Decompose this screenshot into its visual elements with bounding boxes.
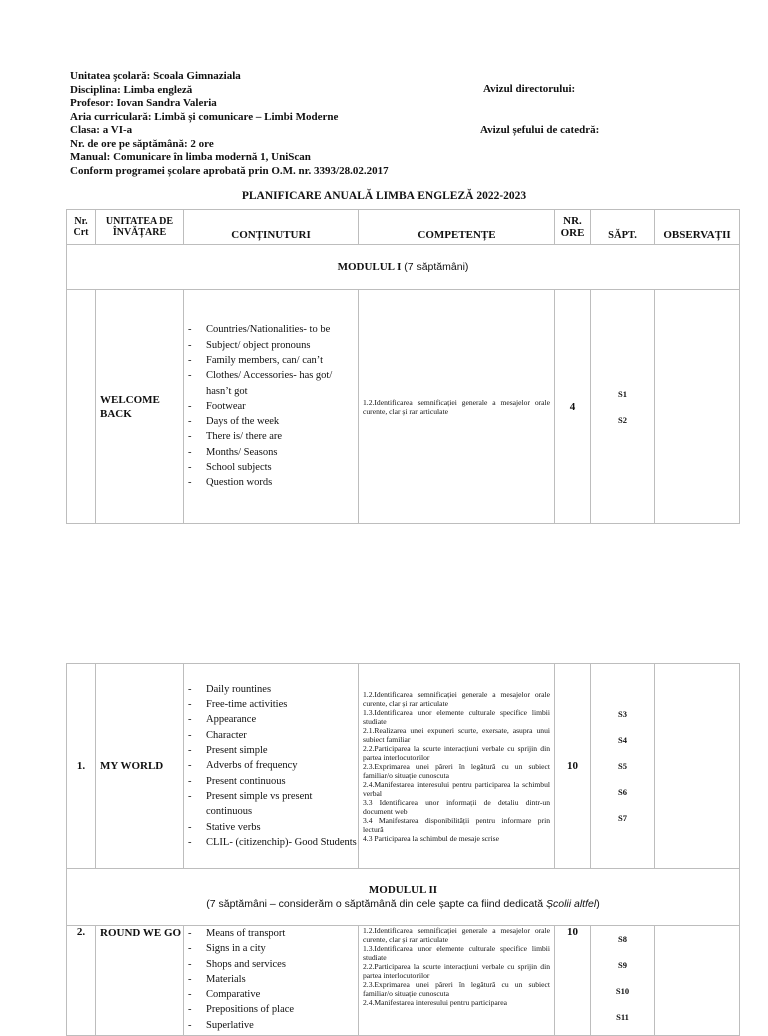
competence-item: 2.1.Realizarea unei expuneri scurte, exersate, asupra unui subiect familiar <box>363 725 550 744</box>
content-item: - Free-time activities <box>188 697 358 712</box>
col-header-competences: COMPETENȚE <box>359 210 555 245</box>
content-item: - Footwear <box>188 399 358 414</box>
competence-item: 1.2.Identificarea semnificației generale a mesajelor orale curente, clar și rar articulate <box>363 926 550 944</box>
content-list-cell <box>184 926 359 1036</box>
competence-item: 4.3 Participarea la schimbul de mesaje scrise <box>363 833 500 843</box>
competence-item: 2.2.Participarea la scurte interacțiuni verbale cu sprijin din partea interlocutorilor <box>363 743 550 762</box>
content-item: - Signs in a city <box>188 941 358 956</box>
module-1-title: MODULUL I (7 săptămâni) <box>67 245 740 290</box>
week-label: S3 <box>618 709 627 719</box>
unit-name: ROUND WE GO <box>96 926 184 1036</box>
competence-item: 2.3.Exprimarea unei păreri în legătură cu un subiect familiar/o situație cunoscuta <box>363 761 550 780</box>
content-item: - School subjects <box>188 460 358 475</box>
competence-cell <box>359 664 555 869</box>
competence-item: 1.3.Identificarea unor elemente culturale specifice limbii studiate <box>363 944 550 962</box>
header-line-hours: Nr. de ore pe săptămână: 2 ore <box>70 137 214 150</box>
table-header-row <box>67 210 740 245</box>
document-header <box>70 70 389 178</box>
planning-table-page2 <box>66 663 740 1036</box>
content-list <box>184 322 358 490</box>
competence-item: 3.4 Manifestarea disponibilității pentru informare prin lectură <box>363 815 550 834</box>
content-item: - Present simple <box>188 743 358 758</box>
content-list-cell <box>184 664 359 869</box>
weeks-cell <box>591 664 655 869</box>
hours-value: 10 <box>555 926 591 1036</box>
unit-name: WELCOME BACK <box>96 290 184 524</box>
row-number: 1. <box>67 664 96 869</box>
col-header-hours: NR. ORE <box>555 210 591 245</box>
table-row <box>67 290 740 524</box>
competence-item: 2.3.Exprimarea unei păreri în legătură cu un subiect familiar/o situație cunoscuta <box>363 980 550 998</box>
header-line-teacher: Profesor: Iovan Sandra Valeria <box>70 97 217 109</box>
col-header-weeks: SĂPT. <box>591 210 655 245</box>
content-item: - Adverbs of frequency <box>188 758 358 773</box>
content-list-cell <box>184 290 359 524</box>
col-header-content: CONȚINUTURI <box>184 210 359 245</box>
content-item: - Shops and services <box>188 957 358 972</box>
content-item: - Materials <box>188 972 358 987</box>
content-item: - Countries/Nationalities- to be <box>188 322 358 337</box>
module-row <box>67 245 740 290</box>
notes-cell <box>655 926 740 1036</box>
competence-cell <box>359 926 555 1036</box>
content-list <box>184 926 358 1033</box>
weeks-cell <box>591 926 655 1036</box>
content-item: - Appearance <box>188 712 358 727</box>
content-item: - Family members, can/ can’t <box>188 353 358 368</box>
director-approval: Avizul directorului: <box>483 83 576 95</box>
header-line-subject: Disciplina: Limba engleză <box>70 83 193 96</box>
competence-item: 1.2.Identificarea semnificației generale a mesajelor orale curente, clar și rar articulate <box>363 689 550 708</box>
competence-item: 3.3 Identificarea unor informații de detaliu dintr-un document web <box>363 797 550 816</box>
week-label: S8 <box>618 934 627 944</box>
week-label: S9 <box>618 960 627 970</box>
table-row <box>67 664 740 869</box>
week-label: S6 <box>618 787 627 797</box>
week-label: S4 <box>618 735 627 745</box>
col-header-notes: OBSERVAȚII <box>655 210 740 245</box>
notes-cell <box>655 290 740 524</box>
row-number: 2. <box>67 926 96 1036</box>
competence-item: 1.3.Identificarea unor elemente culturale specifice limbii studiate <box>363 707 550 726</box>
week-label: S11 <box>616 1012 629 1022</box>
planning-table-page1 <box>66 209 740 524</box>
row-number <box>67 290 96 524</box>
content-list <box>184 682 358 850</box>
hours-value: 10 <box>555 664 591 869</box>
competence-item: 2.4.Manifestarea interesului pentru participarea la schimbul verbal <box>363 779 550 798</box>
weeks-cell <box>591 290 655 524</box>
content-item: - Days of the week <box>188 414 358 429</box>
col-header-unit: UNITATEA DE ÎNVĂȚARE <box>96 210 184 245</box>
content-item: - Present simple vs present continuous <box>188 789 358 820</box>
header-line-school: Unitatea şcolară: Scoala Gimnaziala <box>70 70 241 82</box>
content-item: - Daily rountines <box>188 682 358 697</box>
module-2-title: MODULUL II (7 săptămâni – considerăm o săptămână din cele șapte ca fiind dedicată Școlii altfel) <box>67 869 740 926</box>
unit-name: MY WORLD <box>96 664 184 869</box>
module-row <box>67 869 740 926</box>
content-item: - Superlative <box>188 1018 358 1033</box>
content-item: - Clothes/ Accessories- has got/ hasn’t got <box>188 368 358 399</box>
competence-item: 2.4.Manifestarea interesului pentru participarea <box>363 998 508 1007</box>
table-row <box>67 926 740 1036</box>
competence-item: 1.2.Identificarea semnificației generale a mesajelor orale curente, clar și rar articulate <box>363 397 550 416</box>
header-line-area: Aria curriculară: Limbă și comunicare – Limbi Moderne <box>70 110 339 123</box>
content-item: - CLIL- (citizenchip)- Good Students <box>188 835 358 850</box>
competence-cell <box>359 290 555 524</box>
header-line-textbook: Manual: Comunicare în limba modernă 1, UniScan <box>70 151 311 163</box>
content-item: - Subject/ object pronouns <box>188 338 358 353</box>
col-header-nr: Nr. Crt <box>67 210 96 245</box>
content-item: - Question words <box>188 475 358 490</box>
competence-item: 2.2.Participarea la scurte interacțiuni verbale cu sprijin din partea interlocutorilor <box>363 962 550 980</box>
content-item: - Prepositions of place <box>188 1002 358 1017</box>
content-item: - Present continuous <box>188 774 358 789</box>
content-item: - Stative verbs <box>188 820 358 835</box>
head-approval: Avizul șefului de catedră: <box>480 124 600 136</box>
notes-cell <box>655 664 740 869</box>
page-title: PLANIFICARE ANUALĂ LIMBA ENGLEZĂ 2022-2023 <box>241 190 527 202</box>
content-item: - Means of transport <box>188 926 358 941</box>
content-item: - Comparative <box>188 987 358 1002</box>
week-label: S5 <box>618 761 627 771</box>
content-item: - Character <box>188 728 358 743</box>
week-label: S2 <box>618 414 627 425</box>
content-item: - Months/ Seasons <box>188 445 358 460</box>
hours-value: 4 <box>555 290 591 524</box>
week-label: S1 <box>618 388 627 399</box>
content-item: - There is/ there are <box>188 429 358 444</box>
week-label: S10 <box>615 986 630 996</box>
header-line-class: Clasa: a VI-a <box>70 124 133 136</box>
week-label: S7 <box>618 813 627 823</box>
header-line-curriculum: Conform programei școlare aprobată prin O.M. nr. 3393/28.02.2017 <box>70 164 389 177</box>
